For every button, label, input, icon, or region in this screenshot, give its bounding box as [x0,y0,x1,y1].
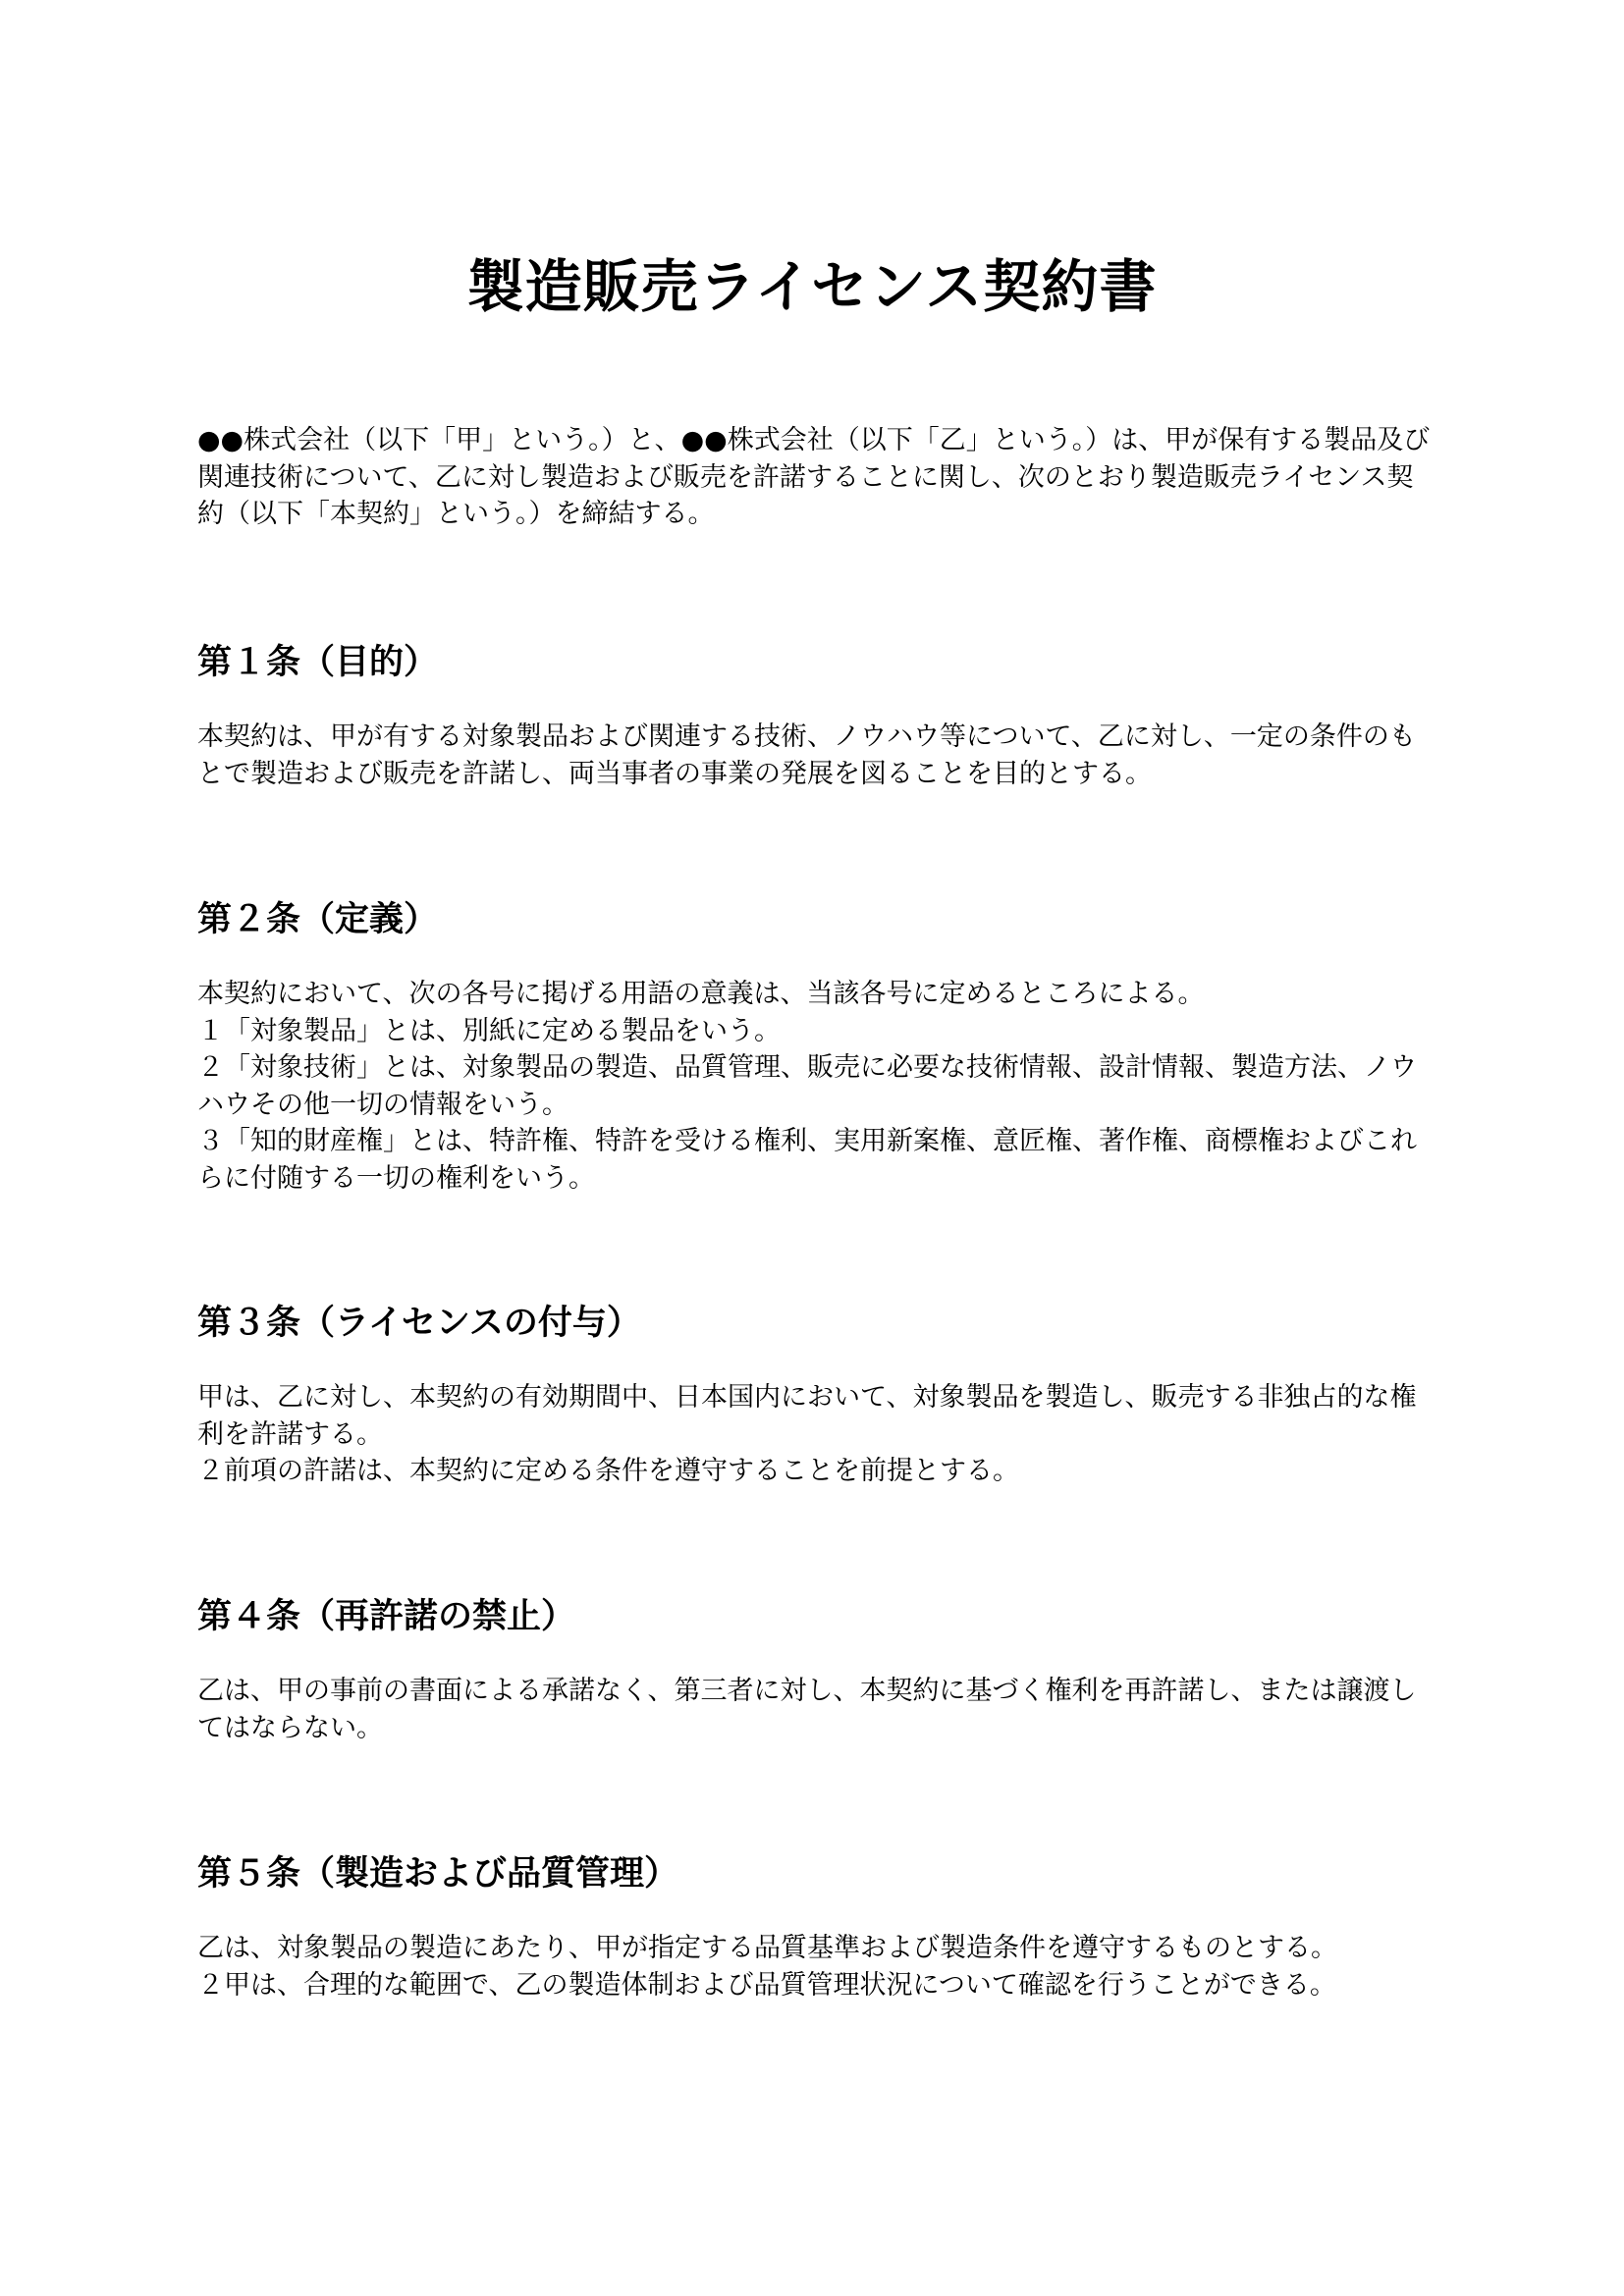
article-4-body [197,1673,1435,1746]
article-5-body [197,1930,1435,2003]
article-3-paragraph-2: ２前項の許諾は、本契約に定める条件を遵守することを前提とする。 [197,1456,1019,1486]
article-1-body [197,719,1435,792]
article-1-heading: 第１条（目的） [197,643,439,682]
document-title: 製造販売ライセンス契約書 [466,253,1158,320]
article-2-paragraph-3: ２「対象技術」とは、対象製品の製造、品質管理、販売に必要な技術情報、設計情報、製造方法、ノウハウその他一切の情報をいう。 [197,1052,1417,1120]
preamble [197,422,1435,533]
article-5-paragraph-2: ２甲は、合理的な範囲で、乙の製造体制および品質管理状況について確認を行うことができる。 [197,1969,1336,2001]
article-3-body [197,1379,1435,1490]
article-5-heading: 第５条（製造および品質管理） [197,1854,679,1894]
article-5-paragraph-1: 乙は、対象製品の製造にあたり、甲が指定する品質基準および製造条件を遵守するものとする。 [197,1933,1337,1963]
article-2-heading: 第２条（定義） [197,900,439,939]
article-2-paragraph-2: １「対象製品」とは、別紙に定める製品をいう。 [197,1015,781,1046]
preamble-text: ●●株式会社（以下「甲」という。）と、●●株式会社（以下「乙」という。）は、甲が保有する製品及び関連技術について、乙に対し製造および販売を許諾することに関し、次のとおり製造販売ライセンス契約（以下「本契約」という。）を締結する。 [197,425,1431,529]
article-3-paragraph-1: 甲は、乙に対し、本契約の有効期間中、日本国内において、対象製品を製造し、販売する非独占的な権利を許諾する。 [197,1382,1417,1450]
article-4-heading: 第４条（再許諾の禁止） [197,1597,576,1636]
article-2-paragraph-1: 本契約において、次の各号に掲げる用語の意義は、当該各号に定めるところによる。 [197,979,1205,1009]
article-1-paragraph-1: 本契約は、甲が有する対象製品および関連する技術、ノウハウ等について、乙に対し、一定の条件のもとで製造および販売を許諾し、両当事者の事業の発展を図ることを目的とする。 [197,721,1416,789]
article-4-paragraph-1: 乙は、甲の事前の書面による承諾なく、第三者に対し、本契約に基づく権利を再許諾し、または譲渡してはならない。 [197,1676,1417,1743]
article-2-paragraph-4: ３「知的財産権」とは、特許権、特許を受ける権利、実用新案権、意匠権、著作権、商標権およびこれらに付随する一切の権利をいう。 [197,1126,1417,1194]
article-3-heading: 第３条（ライセンスの付与） [197,1304,641,1343]
article-2-body [197,976,1435,1197]
